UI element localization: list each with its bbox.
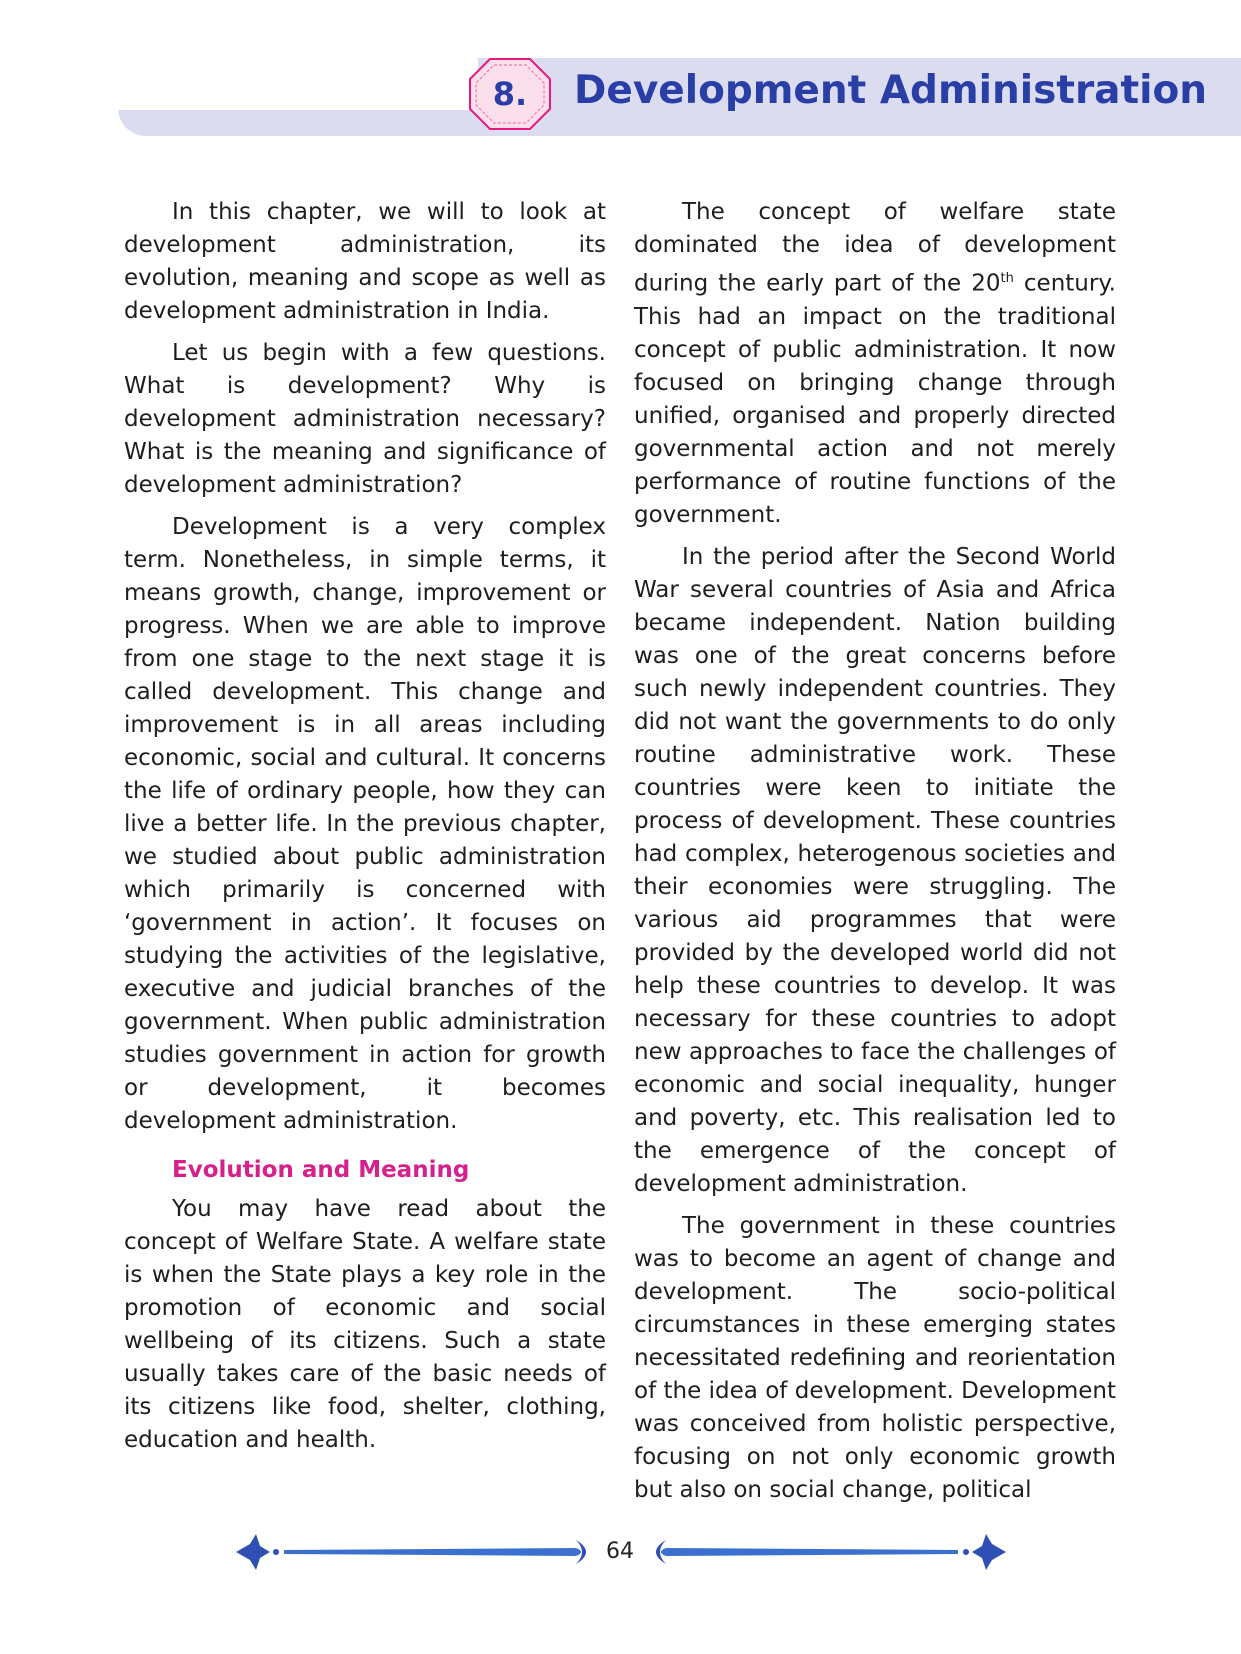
chapter-number: 8. (492, 75, 528, 113)
superscript-th: th (1000, 271, 1014, 286)
chapter-title: Development Administration (574, 68, 1208, 113)
welfare-text-end: century. This had an impact on the traditional concept of public administration. It now focused on bringing change through unified, organised and properly directed governmental action and not merely performance of routine functions of the government. (634, 270, 1116, 528)
page-number: 64 (606, 1539, 634, 1564)
paragraph-development-definition: Development is a very complex term. Nonetheless, in simple terms, it means growth, change, improvement or progress. When we are able to improve from one stage to the next stage it is called development. This change and improvement is in all areas including economic, social and cultural. It concerns the life of ordinary people, how they can live a better life. In the previous chapter, we studied about public administration which primarily is concerned with ‘government in action’. It focuses on studying the activities of the legislative, executive and judicial branches of the government. When public administration studies government in action for growth or development, it becomes development administration. (124, 514, 606, 1134)
left-column (124, 196, 606, 1466)
section-heading-evolution: Evolution and Meaning (172, 1157, 470, 1183)
paragraph-questions: Let us begin with a few questions. What is development? Why is development administration necessary? What is the meaning and significance of development administration? (124, 340, 606, 498)
paragraph-welfare-concept (634, 196, 1116, 532)
footer-bar-right (661, 1548, 958, 1556)
footer-bar-left (284, 1548, 581, 1556)
paragraph-agent-of-change: The government in these countries was to become an agent of change and development. The socio-political circumstances in these emerging states necessitated redefining and reorientation of the idea of development. Development was conceived from holistic perspective, focusing on not only economic growth but also on social change, political (634, 1212, 1116, 1503)
paragraph-intro: In this chapter, we will to look at development administration, its evolution, meaning and scope as well as development administration in India. (124, 199, 606, 324)
chapter-number-badge (468, 55, 552, 133)
right-column (634, 196, 1116, 1516)
paragraph-post-war: In the period after the Second World War several countries of Asia and Africa became independent. Nation building was one of the great concerns before such newly independent countries. They did not want the governments to do only routine administrative work. These countries were keen to initiate the process of development. These countries had complex, heterogenous societies and their economies were struggling. The various aid programmes that were provided by the developed world did not help these countries to develop. It was necessary for these countries to adopt new approaches to face the challenges of economic and social inequality, hunger and poverty, etc. This realisation led to the emergence of the concept of development administration. (634, 543, 1116, 1197)
welfare-text-start: The concept of welfare state dominated the idea of development during the early part of the 20 (634, 199, 1116, 297)
left-flourish-icon (236, 1534, 279, 1570)
right-flourish-icon (963, 1534, 1006, 1570)
paragraph-welfare-state: You may have read about the concept of Welfare State. A welfare state is when the State plays a key role in the promotion of economic and social wellbeing of its citizens. Such a state usually takes care of the basic needs of its citizens like food, shelter, clothing, education and health. (124, 1196, 606, 1453)
